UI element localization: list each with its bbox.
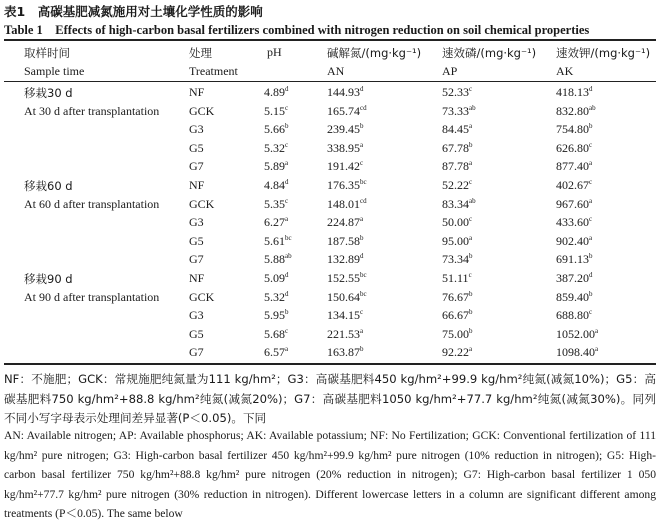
treatment-cell: G5 — [189, 233, 204, 248]
header-an-en: AN — [327, 64, 345, 78]
ph-significance-letter: a — [285, 215, 289, 224]
ak-significance-letter: a — [595, 326, 599, 335]
sample-time-cn: 移栽30 d — [24, 86, 73, 100]
ph-value-cell — [264, 178, 289, 193]
an-significance-letter: c — [360, 308, 364, 317]
treatment-cell: G3 — [189, 215, 204, 230]
an-value-cell — [327, 104, 367, 119]
ph-value: 5.15 — [264, 103, 285, 118]
sample-time-cn: 移栽90 d — [24, 272, 73, 286]
ph-value-cell — [264, 345, 288, 360]
ak-significance-letter: a — [589, 233, 593, 242]
ph-value: 4.89 — [264, 85, 285, 99]
ph-significance-letter: b — [285, 122, 289, 131]
ak-value-cell — [556, 234, 592, 249]
table-caption-cn: 表1 高碳基肥减氮施用对土壤化学性质的影响 — [4, 4, 263, 19]
table-notes-en: AN: Available nitrogen; AP: Available phosphorus; AK: Available potassium; NF: No Fertilization; GCK: Conventional fertilization of 111 kg/hm² pure nitrogen; G3: High-carbon basal fertilizer 450 kg/hm²+99.9 kg/hm² pure nitrogen (10% reduction in nitrogen); G5: High-carbon basal fertilizer 750 kg/hm²+88.8 kg/hm² pure nitrogen (20% reduction in nitrogen); G7: High-carbon basal fertilizer 1 050 kg/hm²+77.7 kg/hm² pure nitrogen (30% reduction in nitrogen). Different lowercase letters in a column are significant different among treatments (P＜0.05). The same below — [4, 429, 656, 521]
treatment-cell: GCK — [189, 103, 215, 118]
ph-value-cell — [264, 252, 292, 267]
ak-significance-letter: ab — [589, 103, 596, 112]
ap-value: 87.78 — [442, 159, 469, 174]
ap-value-cell — [442, 197, 476, 212]
ak-value-cell — [556, 271, 593, 286]
ap-value-cell — [442, 345, 472, 360]
ak-significance-letter: c — [589, 178, 593, 186]
treatment-cell: G7 — [189, 345, 204, 360]
ph-value-cell — [264, 327, 288, 342]
ak-value: 754.80 — [556, 122, 589, 137]
an-significance-letter: bc — [360, 289, 367, 298]
ph-significance-letter: c — [285, 140, 289, 149]
ph-significance-letter: c — [285, 103, 289, 112]
ph-significance-letter: bc — [285, 233, 292, 242]
ap-value: 92.22 — [442, 345, 469, 360]
header-an-cn: 碱解氮/(mg·kg⁻¹) — [327, 46, 422, 60]
ak-value-cell — [556, 308, 592, 323]
ph-significance-letter: a — [285, 345, 289, 354]
ph-value-cell — [264, 197, 288, 212]
ap-value-cell — [442, 327, 473, 342]
ap-value-cell — [442, 122, 472, 137]
ap-significance-letter: a — [469, 233, 473, 242]
header-ak-en: AK — [556, 64, 574, 78]
ph-value: 5.89 — [264, 159, 285, 174]
ph-value-cell — [264, 234, 292, 249]
an-value: 176.35 — [327, 178, 360, 192]
table-caption-en: Table 1 Effects of high-carbon basal fertilizers combined with nitrogen reduction on soil chemical properties — [4, 23, 590, 37]
an-value-cell — [327, 141, 363, 156]
ap-significance-letter: a — [469, 122, 473, 131]
header-ph: pH — [267, 45, 282, 59]
ak-value-cell — [556, 290, 593, 305]
an-value: 134.15 — [327, 308, 360, 323]
ap-value-cell — [442, 215, 472, 230]
ak-value: 967.60 — [556, 196, 589, 211]
an-significance-letter: a — [360, 326, 364, 335]
an-significance-letter: bc — [360, 271, 367, 279]
ph-significance-letter: ab — [285, 252, 292, 261]
an-value-cell — [327, 327, 363, 342]
ak-value-cell — [556, 197, 592, 212]
an-value-cell — [327, 85, 364, 100]
sample-time-cn: 移栽60 d — [24, 179, 73, 193]
ph-significance-letter: c — [285, 326, 289, 335]
ak-significance-letter: c — [589, 140, 593, 149]
ak-significance-letter: c — [589, 308, 593, 317]
ak-value: 688.80 — [556, 308, 589, 323]
ph-value: 5.88 — [264, 252, 285, 267]
ap-significance-letter: c — [468, 271, 472, 279]
ph-value: 5.68 — [264, 326, 285, 341]
ap-value: 67.78 — [442, 140, 469, 155]
header-ak-cn: 速效钾/(mg·kg⁻¹) — [556, 46, 651, 60]
ak-significance-letter: d — [589, 85, 593, 93]
treatment-cell: GCK — [189, 196, 215, 211]
ph-value: 5.66 — [264, 122, 285, 137]
an-significance-letter: cd — [360, 196, 367, 205]
treatment-cell: G3 — [189, 308, 204, 323]
an-value-cell — [327, 345, 364, 360]
an-value: 132.89 — [327, 252, 360, 267]
an-value: 338.95 — [327, 140, 360, 155]
ap-significance-letter: c — [469, 178, 473, 186]
header-ap-en: AP — [442, 64, 458, 78]
ap-significance-letter: a — [469, 159, 473, 168]
ap-significance-letter: c — [469, 215, 473, 224]
ph-value-cell — [264, 271, 289, 286]
ph-value: 5.09 — [264, 271, 285, 285]
ak-value-cell — [556, 252, 593, 267]
ph-value-cell — [264, 159, 288, 174]
ph-value-cell — [264, 104, 288, 119]
an-value: 152.55 — [327, 271, 360, 285]
sample-time-en: At 60 d after transplantation — [24, 196, 160, 211]
ap-value: 52.33 — [442, 85, 469, 99]
bottom-rule — [4, 363, 656, 365]
an-significance-letter: bc — [360, 178, 367, 186]
an-value: 150.64 — [327, 289, 360, 304]
header-rule — [4, 81, 656, 82]
an-value-cell — [327, 122, 364, 137]
ak-value: 691.13 — [556, 252, 589, 267]
header-treatment-cn: 处理 — [189, 46, 212, 60]
ak-significance-letter: b — [589, 122, 593, 131]
an-significance-letter: b — [360, 233, 364, 242]
sample-time-en: At 90 d after transplantation — [24, 289, 160, 304]
ph-value: 5.61 — [264, 233, 285, 248]
ak-significance-letter: b — [589, 252, 593, 261]
ap-value: 50.00 — [442, 215, 469, 230]
ap-value-cell — [442, 104, 476, 119]
ak-significance-letter: a — [589, 159, 593, 168]
ap-significance-letter: b — [469, 252, 473, 261]
ak-value-cell — [556, 178, 592, 193]
ak-value: 1052.00 — [556, 326, 595, 341]
an-value: 144.93 — [327, 85, 360, 99]
ap-value-cell — [442, 141, 473, 156]
ph-significance-letter: c — [285, 196, 289, 205]
ak-significance-letter: d — [589, 271, 593, 279]
ph-significance-letter: d — [285, 178, 289, 186]
header-ap-cn: 速效磷/(mg·kg⁻¹) — [442, 46, 537, 60]
an-significance-letter: cd — [360, 103, 367, 112]
ph-value-cell — [264, 215, 288, 230]
ph-value-cell — [264, 290, 289, 305]
treatment-cell: G7 — [189, 252, 204, 267]
an-significance-letter: c — [360, 159, 364, 168]
ap-significance-letter: b — [469, 308, 473, 317]
an-significance-letter: b — [360, 345, 364, 354]
ph-value: 5.32 — [264, 289, 285, 304]
an-value-cell — [327, 308, 363, 323]
ak-value-cell — [556, 85, 593, 100]
ph-significance-letter: d — [285, 289, 289, 298]
ph-value-cell — [264, 141, 288, 156]
an-value-cell — [327, 178, 367, 193]
ph-value-cell — [264, 122, 289, 137]
ap-significance-letter: b — [469, 326, 473, 335]
table-notes-cn: NF：不施肥；GCK：常规施肥纯氮量为111 kg/hm²；G3：高碳基肥料450 kg/hm²+99.9 kg/hm²纯氮(减氮10%)；G5：高碳基肥料750 kg/hm²+88.8 kg/hm²纯氮(减氮20%)；G7：高碳基肥料1050 kg/hm²+77.7 kg/hm²纯氮(减氮30%)。同列不同小写字母表示处理间差异显著(P＜0.05)。下同 — [4, 372, 656, 426]
ak-value-cell — [556, 345, 598, 360]
ap-value: 84.45 — [442, 122, 469, 137]
an-significance-letter: a — [360, 215, 364, 224]
an-value-cell — [327, 159, 363, 174]
ak-value-cell — [556, 104, 596, 119]
ap-significance-letter: b — [469, 289, 473, 298]
ak-value: 387.20 — [556, 271, 589, 285]
ph-significance-letter: d — [285, 85, 289, 93]
an-value-cell — [327, 290, 367, 305]
ap-value-cell — [442, 271, 472, 286]
ph-value-cell — [264, 308, 289, 323]
ph-value: 6.27 — [264, 215, 285, 230]
header-time-cn: 取样时间 — [24, 46, 70, 60]
ap-value: 83.34 — [442, 196, 469, 211]
ap-value: 73.34 — [442, 252, 469, 267]
an-value-cell — [327, 252, 364, 267]
ak-value: 902.40 — [556, 233, 589, 248]
ak-value-cell — [556, 122, 593, 137]
ph-significance-letter: a — [285, 159, 289, 168]
an-value: 191.42 — [327, 159, 360, 174]
treatment-cell: G3 — [189, 122, 204, 137]
ap-significance-letter: c — [469, 85, 473, 93]
ak-value: 1098.40 — [556, 345, 595, 360]
an-value: 239.45 — [327, 122, 360, 137]
ap-value: 95.00 — [442, 233, 469, 248]
ap-value-cell — [442, 178, 472, 193]
ap-value: 75.00 — [442, 326, 469, 341]
ap-value-cell — [442, 308, 473, 323]
treatment-cell: G5 — [189, 326, 204, 341]
an-value-cell — [327, 215, 363, 230]
treatment-cell: G7 — [189, 159, 204, 174]
an-value: 148.01 — [327, 196, 360, 211]
ap-value: 66.67 — [442, 308, 469, 323]
an-value: 224.87 — [327, 215, 360, 230]
an-significance-letter: d — [360, 85, 364, 93]
ak-significance-letter: b — [589, 289, 593, 298]
ak-value: 418.13 — [556, 85, 589, 99]
ak-value: 433.60 — [556, 215, 589, 230]
an-value: 163.87 — [327, 345, 360, 360]
an-significance-letter: a — [360, 140, 364, 149]
ap-value-cell — [442, 85, 472, 100]
ph-significance-letter: d — [285, 271, 289, 279]
ap-significance-letter: ab — [469, 103, 476, 112]
an-value-cell — [327, 271, 367, 286]
ap-significance-letter: a — [469, 345, 473, 354]
ph-value: 5.95 — [264, 308, 285, 323]
ap-value: 73.33 — [442, 103, 469, 118]
an-value-cell — [327, 197, 367, 212]
ph-significance-letter: b — [285, 308, 289, 317]
ak-value: 402.67 — [556, 178, 589, 192]
ph-value: 4.84 — [264, 178, 285, 192]
treatment-cell: NF — [189, 85, 205, 99]
ph-value: 5.35 — [264, 196, 285, 211]
ap-value: 52.22 — [442, 178, 469, 192]
sample-time-en: At 30 d after transplantation — [24, 103, 160, 118]
an-significance-letter: d — [360, 252, 364, 261]
header-treatment-en: Treatment — [189, 64, 238, 78]
ak-significance-letter: a — [589, 196, 593, 205]
an-significance-letter: b — [360, 122, 364, 131]
treatment-cell: GCK — [189, 289, 215, 304]
treatment-cell: G5 — [189, 140, 204, 155]
ap-value-cell — [442, 252, 473, 267]
ph-value: 5.32 — [264, 140, 285, 155]
ak-value: 832.80 — [556, 103, 589, 118]
top-rule — [4, 39, 656, 41]
ak-value: 877.40 — [556, 159, 589, 174]
header-time-en: Sample time — [24, 64, 85, 78]
ak-value: 859.40 — [556, 289, 589, 304]
ap-significance-letter: ab — [469, 196, 476, 205]
ap-value-cell — [442, 290, 473, 305]
an-value: 221.53 — [327, 326, 360, 341]
an-value-cell — [327, 234, 364, 249]
ak-value-cell — [556, 327, 598, 342]
ap-value: 76.67 — [442, 289, 469, 304]
ap-value-cell — [442, 234, 472, 249]
ap-value: 51.11 — [442, 271, 469, 285]
ak-value-cell — [556, 159, 592, 174]
ap-value-cell — [442, 159, 472, 174]
ph-value: 6.57 — [264, 345, 285, 360]
an-value: 165.74 — [327, 103, 360, 118]
treatment-cell: NF — [189, 178, 205, 192]
ak-value-cell — [556, 215, 592, 230]
ak-significance-letter: c — [589, 215, 593, 224]
ap-significance-letter: b — [469, 140, 473, 149]
ak-value: 626.80 — [556, 140, 589, 155]
ph-value-cell — [264, 85, 289, 100]
treatment-cell: NF — [189, 271, 205, 285]
ak-significance-letter: a — [595, 345, 599, 354]
an-value: 187.58 — [327, 233, 360, 248]
ak-value-cell — [556, 141, 592, 156]
